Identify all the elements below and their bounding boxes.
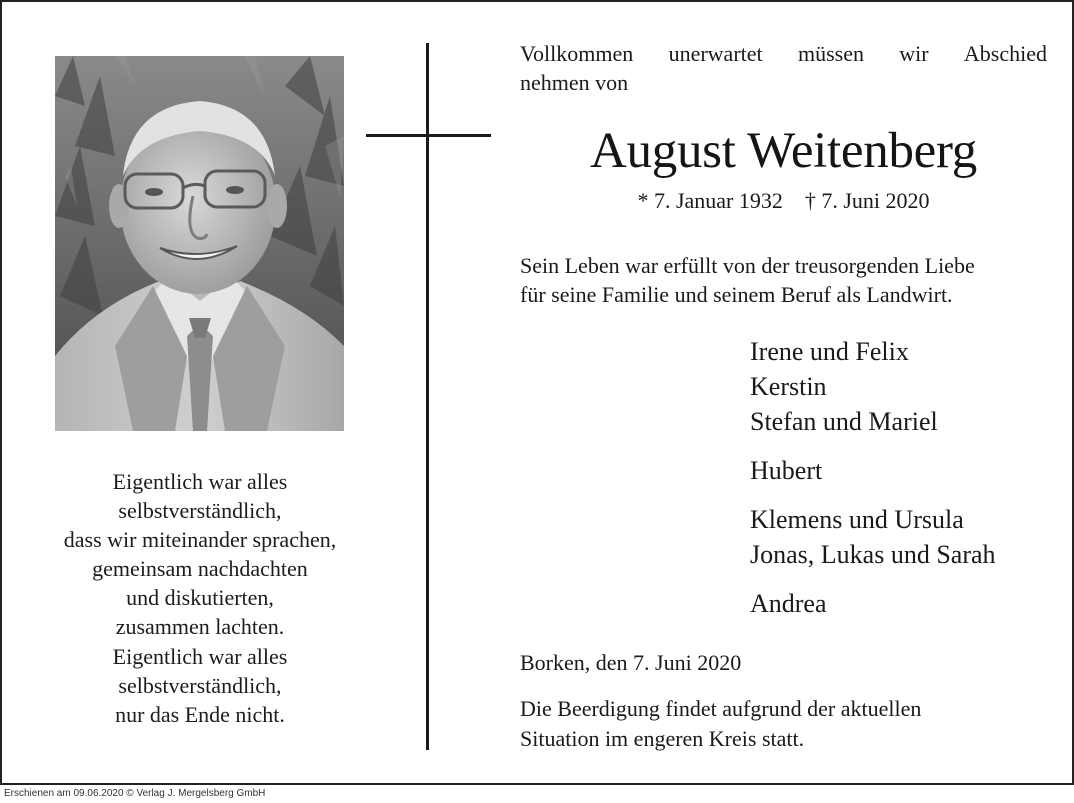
portrait-photo xyxy=(55,56,344,431)
mourner-name: Irene und Felix xyxy=(750,337,909,366)
mourner-group xyxy=(750,453,996,488)
publication-footer: Erschienen am 09.06.2020 © Verlag J. Mergelsberg GmbH xyxy=(4,788,266,799)
mourner-name: Klemens und Ursula xyxy=(750,505,964,534)
death-date: † 7. Juni 2020 xyxy=(804,188,930,213)
mourner-name: Jonas, Lukas und Sarah xyxy=(750,540,996,569)
mourner-name: Hubert xyxy=(750,456,823,485)
cross-icon-bar xyxy=(366,134,491,137)
funeral-line-1: Die Beerdigung findet aufgrund der aktuellen xyxy=(520,696,922,721)
intro-word: wir xyxy=(899,41,929,66)
life-line-1: Sein Leben war erfüllt von der treusorgenden Liebe xyxy=(520,253,975,278)
funeral-notice xyxy=(520,694,921,753)
poem-line: Eigentlich war alles xyxy=(112,643,288,669)
mourner-group xyxy=(750,586,996,621)
life-dates xyxy=(520,186,1047,216)
mourner-group xyxy=(750,502,996,572)
deceased-name: August Weitenberg xyxy=(590,123,977,179)
poem-line: und diskutierten, xyxy=(126,585,274,611)
poem-line: dass wir miteinander sprachen, xyxy=(63,527,337,553)
intro-word: Vollkommen xyxy=(520,41,634,66)
poem-line: selbstverständlich, xyxy=(118,498,282,524)
poem-line: gemeinsam nachdachten xyxy=(92,556,308,582)
poem-line: nur das Ende nicht. xyxy=(115,701,285,727)
mourner-group xyxy=(750,334,996,439)
intro-line-1 xyxy=(520,40,1047,69)
mourner-name: Andrea xyxy=(750,589,827,618)
mourner-name: Kerstin xyxy=(750,372,827,401)
birth-date: * 7. Januar 1932 xyxy=(637,188,783,213)
cross-icon xyxy=(426,43,429,750)
place-date: Borken, den 7. Juni 2020 xyxy=(520,650,742,675)
life-description xyxy=(520,252,1060,309)
intro-word: Abschied xyxy=(963,41,1047,66)
mourners-list xyxy=(750,334,996,621)
poem-line: zusammen lachten. xyxy=(115,614,285,640)
mourner-name: Stefan und Mariel xyxy=(750,407,938,436)
intro-word: unerwartet xyxy=(668,41,763,66)
life-line-2: für seine Familie und seinem Beruf als Landwirt. xyxy=(520,281,953,307)
intro-line-2: nehmen von xyxy=(520,69,629,95)
poem-line: selbstverständlich, xyxy=(118,672,282,698)
intro-word: müssen xyxy=(797,41,864,66)
intro-text xyxy=(520,40,1047,97)
poem-line: Eigentlich war alles xyxy=(112,469,288,494)
funeral-line-2: Situation im engeren Kreis statt. xyxy=(520,725,805,751)
poem xyxy=(20,467,380,729)
